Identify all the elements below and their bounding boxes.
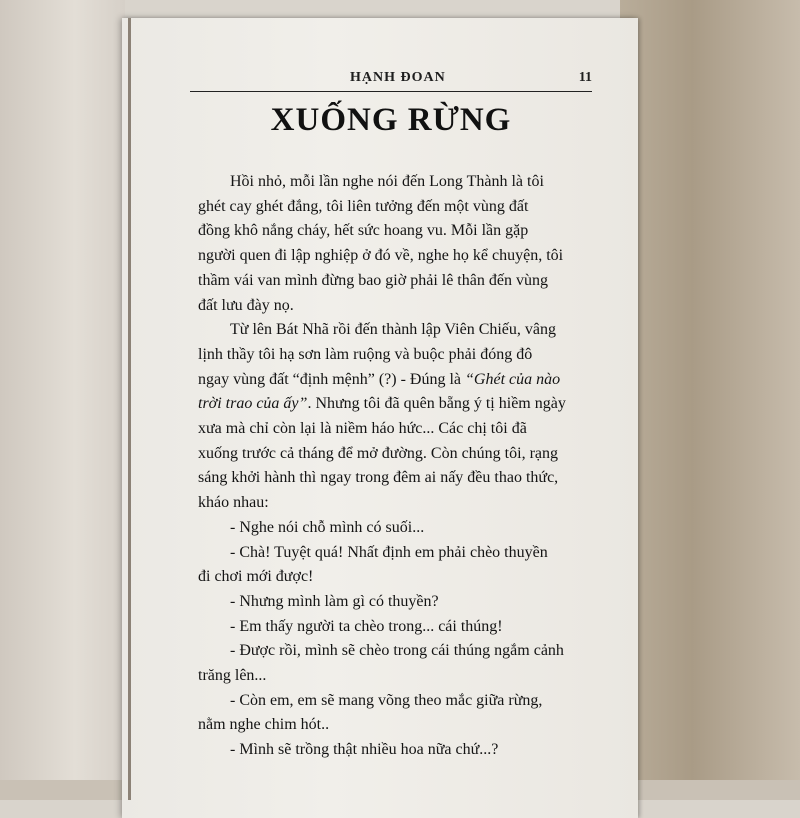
- running-header: [192, 70, 592, 90]
- text-line: đồng khô nắng cháy, hết sức hoang vu. Mỗi lần gặp: [198, 222, 529, 240]
- text-span: ngay vùng đất “định mệnh” (?) - Đúng là: [198, 370, 466, 388]
- text-line: trăng lên...: [198, 667, 267, 685]
- text-line: ghét cay ghét đắng, tôi liên tưởng đến một vùng đất: [198, 197, 529, 215]
- page-edge: [128, 18, 131, 800]
- quote-span: trời trao của ấy”: [198, 395, 308, 413]
- text-span: . Nhưng tôi đã quên bẵng ý tị hiềm ngày: [307, 395, 566, 413]
- text-line: đất lưu đày nọ.: [198, 296, 294, 314]
- text-line: sáng khởi hành thì ngay trong đêm ai nấy đều thao thức,: [198, 469, 559, 487]
- text-line: xưa mà chỉ còn lại là niềm háo hức... Các chị tôi đã: [198, 420, 527, 438]
- text-line: Từ lên Bát Nhã rồi đến thành lập Viên Chiếu, vâng: [230, 321, 557, 339]
- chapter-title: XUỐNG RỪNG: [270, 102, 512, 138]
- text-line: thầm vái van mình đừng bao giờ phải lê thân đến vùng: [198, 271, 548, 289]
- page-number: 11: [578, 70, 592, 85]
- background-left: [0, 0, 125, 800]
- text-line: [198, 368, 603, 393]
- text-line: đi chơi mới được!: [198, 568, 314, 586]
- dialogue-line: - Được rồi, mình sẽ chèo trong cái thúng ngắm cảnh: [230, 642, 564, 660]
- text-line: lịnh thầy tôi hạ sơn làm ruộng và buộc phải đóng đô: [198, 345, 533, 363]
- dialogue-line: - Còn em, em sẽ mang võng theo mắc giữa rừng,: [230, 691, 543, 709]
- header-rule: [190, 91, 592, 92]
- dialogue-line: - Chà! Tuyệt quá! Nhất định em phải chèo thuyền: [230, 543, 548, 561]
- dialogue-line: - Nghe nói chỗ mình có suối...: [230, 518, 425, 536]
- text-line: xuống trước cả tháng để mở đường. Còn chúng tôi, rạng: [198, 444, 558, 462]
- text-line: [198, 392, 603, 417]
- text-line: nằm nghe chim hót..: [198, 716, 330, 734]
- dialogue-line: - Nhưng mình làm gì có thuyền?: [230, 592, 439, 610]
- dialogue-line: - Mình sẽ trồng thật nhiều hoa nữa chứ...?: [230, 741, 499, 759]
- body-text: [198, 170, 603, 763]
- header-author: HẠNH ĐOAN: [350, 70, 446, 85]
- text-line: kháo nhau:: [198, 494, 269, 512]
- background-right: [620, 0, 800, 800]
- text-line: người quen đi lập nghiệp ở đó về, nghe họ kể chuyện, tôi: [198, 247, 564, 265]
- dialogue-line: - Em thấy người ta chèo trong... cái thúng!: [230, 617, 503, 635]
- quote-span: “Ghét của nào: [465, 370, 561, 388]
- text-line: Hồi nhỏ, mỗi lần nghe nói đến Long Thành là tôi: [230, 173, 544, 190]
